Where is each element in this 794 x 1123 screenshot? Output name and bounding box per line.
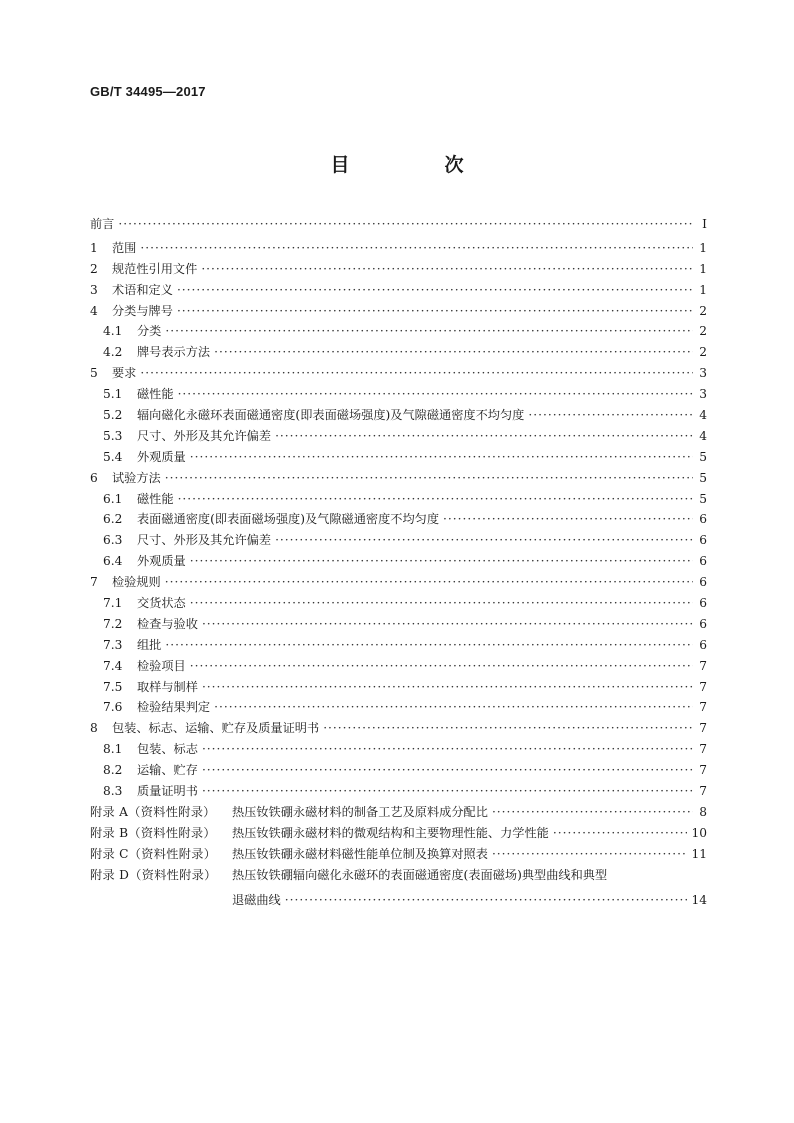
toc-entry-title: 取样与制样 xyxy=(137,679,198,694)
toc-entry-number: 7.4 xyxy=(103,658,123,673)
toc-entry-number: 5.1 xyxy=(103,387,123,402)
toc-dot-leader xyxy=(553,826,688,840)
toc-dot-leader xyxy=(177,304,693,318)
toc-dot-leader xyxy=(118,217,693,231)
toc-entry-number: 6.1 xyxy=(103,491,123,506)
toc-entry[interactable] xyxy=(90,698,707,719)
toc-entry[interactable] xyxy=(90,615,707,636)
toc-entry[interactable] xyxy=(90,406,707,427)
toc-entry[interactable] xyxy=(90,782,707,803)
toc-annex-entry[interactable] xyxy=(90,803,707,824)
toc-entry-title: 规范性引用文件 xyxy=(112,261,198,276)
toc-entry-number: 附录 B（资料性附录） xyxy=(90,825,216,840)
toc-entry[interactable] xyxy=(90,385,707,406)
toc-entry-number: 4 xyxy=(90,303,98,318)
toc-dot-leader xyxy=(323,721,693,735)
toc-page-number: Ⅰ xyxy=(702,217,707,231)
toc-dot-leader xyxy=(140,241,693,255)
toc-entry-number: 4.2 xyxy=(103,345,123,360)
standard-code: GB/T 34495—2017 xyxy=(90,84,206,99)
toc-dot-leader xyxy=(202,784,693,798)
toc-entry[interactable] xyxy=(90,573,707,594)
toc-entry-title: 尺寸、外形及其允许偏差 xyxy=(137,533,272,548)
toc-dot-leader xyxy=(140,366,693,380)
toc-entry-number: 3 xyxy=(90,282,98,297)
toc-entry[interactable] xyxy=(90,678,707,699)
toc-entry[interactable] xyxy=(90,427,707,448)
toc-entry[interactable] xyxy=(90,260,707,281)
toc-entry-number: 附录 C（资料性附录） xyxy=(90,846,217,861)
toc-entry-title: 尺寸、外形及其允许偏差 xyxy=(137,428,272,443)
toc-entry-title: 前言 xyxy=(90,217,115,231)
toc-dot-leader xyxy=(190,450,693,464)
toc-dot-leader xyxy=(190,554,693,568)
toc-entry[interactable] xyxy=(90,552,707,573)
toc-dot-leader xyxy=(285,893,688,907)
toc-entry-number: 7.3 xyxy=(103,637,123,652)
toc-entry-title: 外观质量 xyxy=(137,554,186,569)
toc-dot-leader xyxy=(275,429,693,443)
toc-entry-title: 退磁曲线 xyxy=(232,892,281,907)
toc-annex-entry[interactable] xyxy=(90,866,707,891)
toc-page-number: 5 xyxy=(699,449,707,464)
toc-page-number: 1 xyxy=(699,261,707,276)
toc-entry[interactable] xyxy=(90,281,707,302)
toc-page-number: 7 xyxy=(699,658,707,673)
toc-dot-leader xyxy=(202,680,693,694)
toc-dot-leader xyxy=(165,471,693,485)
toc-entry-number: 5.4 xyxy=(103,449,123,464)
toc-page-number: 6 xyxy=(699,616,707,631)
toc-dot-leader xyxy=(165,324,693,338)
toc-page-number: 6 xyxy=(699,533,707,548)
toc-entry[interactable] xyxy=(90,761,707,782)
toc-page-number: 7 xyxy=(699,784,707,799)
toc-entry-title: 外观质量 xyxy=(137,449,186,464)
toc-entry[interactable] xyxy=(90,448,707,469)
toc-entry-number: 7.1 xyxy=(103,596,123,611)
toc-entry[interactable] xyxy=(90,657,707,678)
toc-dot-leader xyxy=(165,575,693,589)
toc-entry-title: 运输、贮存 xyxy=(137,763,198,778)
toc-dot-leader xyxy=(178,387,693,401)
toc-entry[interactable] xyxy=(90,239,707,260)
toc-dot-leader xyxy=(177,283,693,297)
toc-page-number: 6 xyxy=(699,575,707,590)
toc-entry-number: 8 xyxy=(90,721,98,736)
toc-entry-number: 5 xyxy=(90,366,98,381)
toc-dot-leader xyxy=(275,533,693,547)
toc-entry-title: 分类与牌号 xyxy=(112,303,173,318)
toc-entry-number: 附录 A（资料性附录） xyxy=(90,804,216,819)
toc-entry-title: 牌号表示方法 xyxy=(137,345,211,360)
toc-dot-leader xyxy=(190,596,693,610)
toc-entry-number: 7.5 xyxy=(103,679,123,694)
toc-dot-leader xyxy=(178,492,693,506)
toc-entry-number: 附录 D（资料性附录） xyxy=(90,867,217,882)
toc-entry-title: 热压钕铁硼永磁材料的制备工艺及原料成分配比 xyxy=(232,804,488,819)
toc-annex-entry[interactable] xyxy=(90,824,707,845)
toc-dot-leader xyxy=(528,408,693,422)
toc-entry-title: 辐向磁化永磁环表面磁通密度(即表面磁场强度)及气隙磁通密度不均匀度 xyxy=(137,408,525,423)
toc-dot-leader xyxy=(443,512,693,526)
toc-page-number: 2 xyxy=(699,303,707,318)
toc-entry-number: 1 xyxy=(90,240,98,255)
toc-entry-number: 7.2 xyxy=(103,616,123,631)
toc-entry-number: 4.1 xyxy=(103,324,123,339)
toc-entry-title: 热压钕铁硼永磁材料的微观结构和主要物理性能、力学性能 xyxy=(232,825,549,840)
toc-dot-leader xyxy=(201,262,693,276)
toc-page-number: 7 xyxy=(699,763,707,778)
toc-page-number: 2 xyxy=(699,345,707,360)
toc-entry-number: 6.3 xyxy=(103,533,123,548)
toc-entry-title: 分类 xyxy=(137,324,162,339)
toc-entry[interactable] xyxy=(90,343,707,364)
toc-entry-title: 术语和定义 xyxy=(112,282,173,297)
toc-entry-title: 组批 xyxy=(137,637,162,652)
toc-page-number: 6 xyxy=(699,596,707,611)
toc-entry-number: 7 xyxy=(90,575,98,590)
toc-entry[interactable] xyxy=(90,322,707,343)
toc-entry[interactable] xyxy=(90,302,707,323)
toc-page-number: 7 xyxy=(699,700,707,715)
toc-dot-leader xyxy=(214,700,693,714)
toc-entry[interactable] xyxy=(90,636,707,657)
page-title: 目 次 xyxy=(330,154,502,176)
toc-entry-title: 质量证明书 xyxy=(137,784,198,799)
toc-dot-leader xyxy=(165,638,693,652)
toc-dot-leader xyxy=(202,617,693,631)
toc-entry[interactable] xyxy=(90,364,707,385)
toc-dot-leader xyxy=(492,805,693,819)
toc-entry-title: 检验项目 xyxy=(137,658,186,673)
toc-page-number: 1 xyxy=(699,282,707,297)
toc-dot-leader xyxy=(202,742,693,756)
table-of-contents xyxy=(90,215,707,917)
toc-dot-leader xyxy=(492,847,688,861)
toc-entry-number: 7.6 xyxy=(103,700,123,715)
toc-entry[interactable] xyxy=(90,719,707,740)
toc-entry-title: 热压钕铁硼永磁材料磁性能单位制及换算对照表 xyxy=(232,846,488,861)
toc-entry-number: 5.2 xyxy=(103,408,123,423)
toc-entry[interactable] xyxy=(90,215,707,236)
toc-entry[interactable] xyxy=(90,740,707,761)
toc-entry-number: 6 xyxy=(90,470,98,485)
toc-entry-number: 8.1 xyxy=(103,742,123,757)
toc-entry-title: 磁性能 xyxy=(137,491,174,506)
toc-entry-continuation[interactable] xyxy=(90,891,707,917)
toc-entry-title: 包装、标志、运输、贮存及质量证明书 xyxy=(112,721,320,736)
toc-entry[interactable] xyxy=(90,594,707,615)
toc-entry-title: 磁性能 xyxy=(137,387,174,402)
toc-page-number: 6 xyxy=(699,554,707,569)
toc-entry[interactable] xyxy=(90,531,707,552)
toc-entry[interactable] xyxy=(90,490,707,511)
toc-entry-number: 2 xyxy=(90,261,98,276)
toc-page-number: 14 xyxy=(691,892,707,907)
toc-page-number: 1 xyxy=(699,240,707,255)
toc-page-number: 11 xyxy=(691,846,707,861)
toc-page-number: 7 xyxy=(699,679,707,694)
toc-entry-title: 要求 xyxy=(112,366,137,381)
toc-dot-leader xyxy=(190,659,693,673)
toc-entry-number: 5.3 xyxy=(103,428,123,443)
toc-entry-title: 交货状态 xyxy=(137,596,186,611)
toc-page-number: 4 xyxy=(699,408,707,423)
toc-entry-title: 试验方法 xyxy=(112,470,161,485)
toc-entry-number: 8.2 xyxy=(103,763,123,778)
toc-dot-leader xyxy=(202,763,693,777)
toc-page-number: 5 xyxy=(699,491,707,506)
toc-page-number: 5 xyxy=(699,470,707,485)
toc-page-number: 3 xyxy=(699,387,707,402)
toc-page-number: 10 xyxy=(691,825,707,840)
toc-entry-title: 包装、标志 xyxy=(137,742,198,757)
toc-entry-title: 热压钕铁硼辐向磁化永磁环的表面磁通密度(表面磁场)典型曲线和典型 xyxy=(232,867,608,882)
toc-entry-title: 检验规则 xyxy=(112,575,161,590)
toc-entry-number: 8.3 xyxy=(103,784,123,799)
toc-entry-title: 检验结果判定 xyxy=(137,700,211,715)
toc-entry-title: 范围 xyxy=(112,240,137,255)
toc-annex-entry[interactable] xyxy=(90,845,707,866)
toc-page-number: 7 xyxy=(699,721,707,736)
toc-entry-title: 表面磁通密度(即表面磁场强度)及气隙磁通密度不均匀度 xyxy=(137,512,440,527)
toc-page-number: 8 xyxy=(699,804,707,819)
toc-entry[interactable] xyxy=(90,469,707,490)
toc-page-number: 3 xyxy=(699,366,707,381)
toc-entry-number: 6.2 xyxy=(103,512,123,527)
toc-entry-number: 6.4 xyxy=(103,554,123,569)
toc-page-number: 4 xyxy=(699,428,707,443)
toc-page-number: 2 xyxy=(699,324,707,339)
toc-dot-leader xyxy=(214,345,693,359)
toc-entry[interactable] xyxy=(90,510,707,531)
toc-page-number: 6 xyxy=(699,637,707,652)
toc-entry-title: 检查与验收 xyxy=(137,616,198,631)
toc-page-number: 7 xyxy=(699,742,707,757)
toc-page-number: 6 xyxy=(699,512,707,527)
